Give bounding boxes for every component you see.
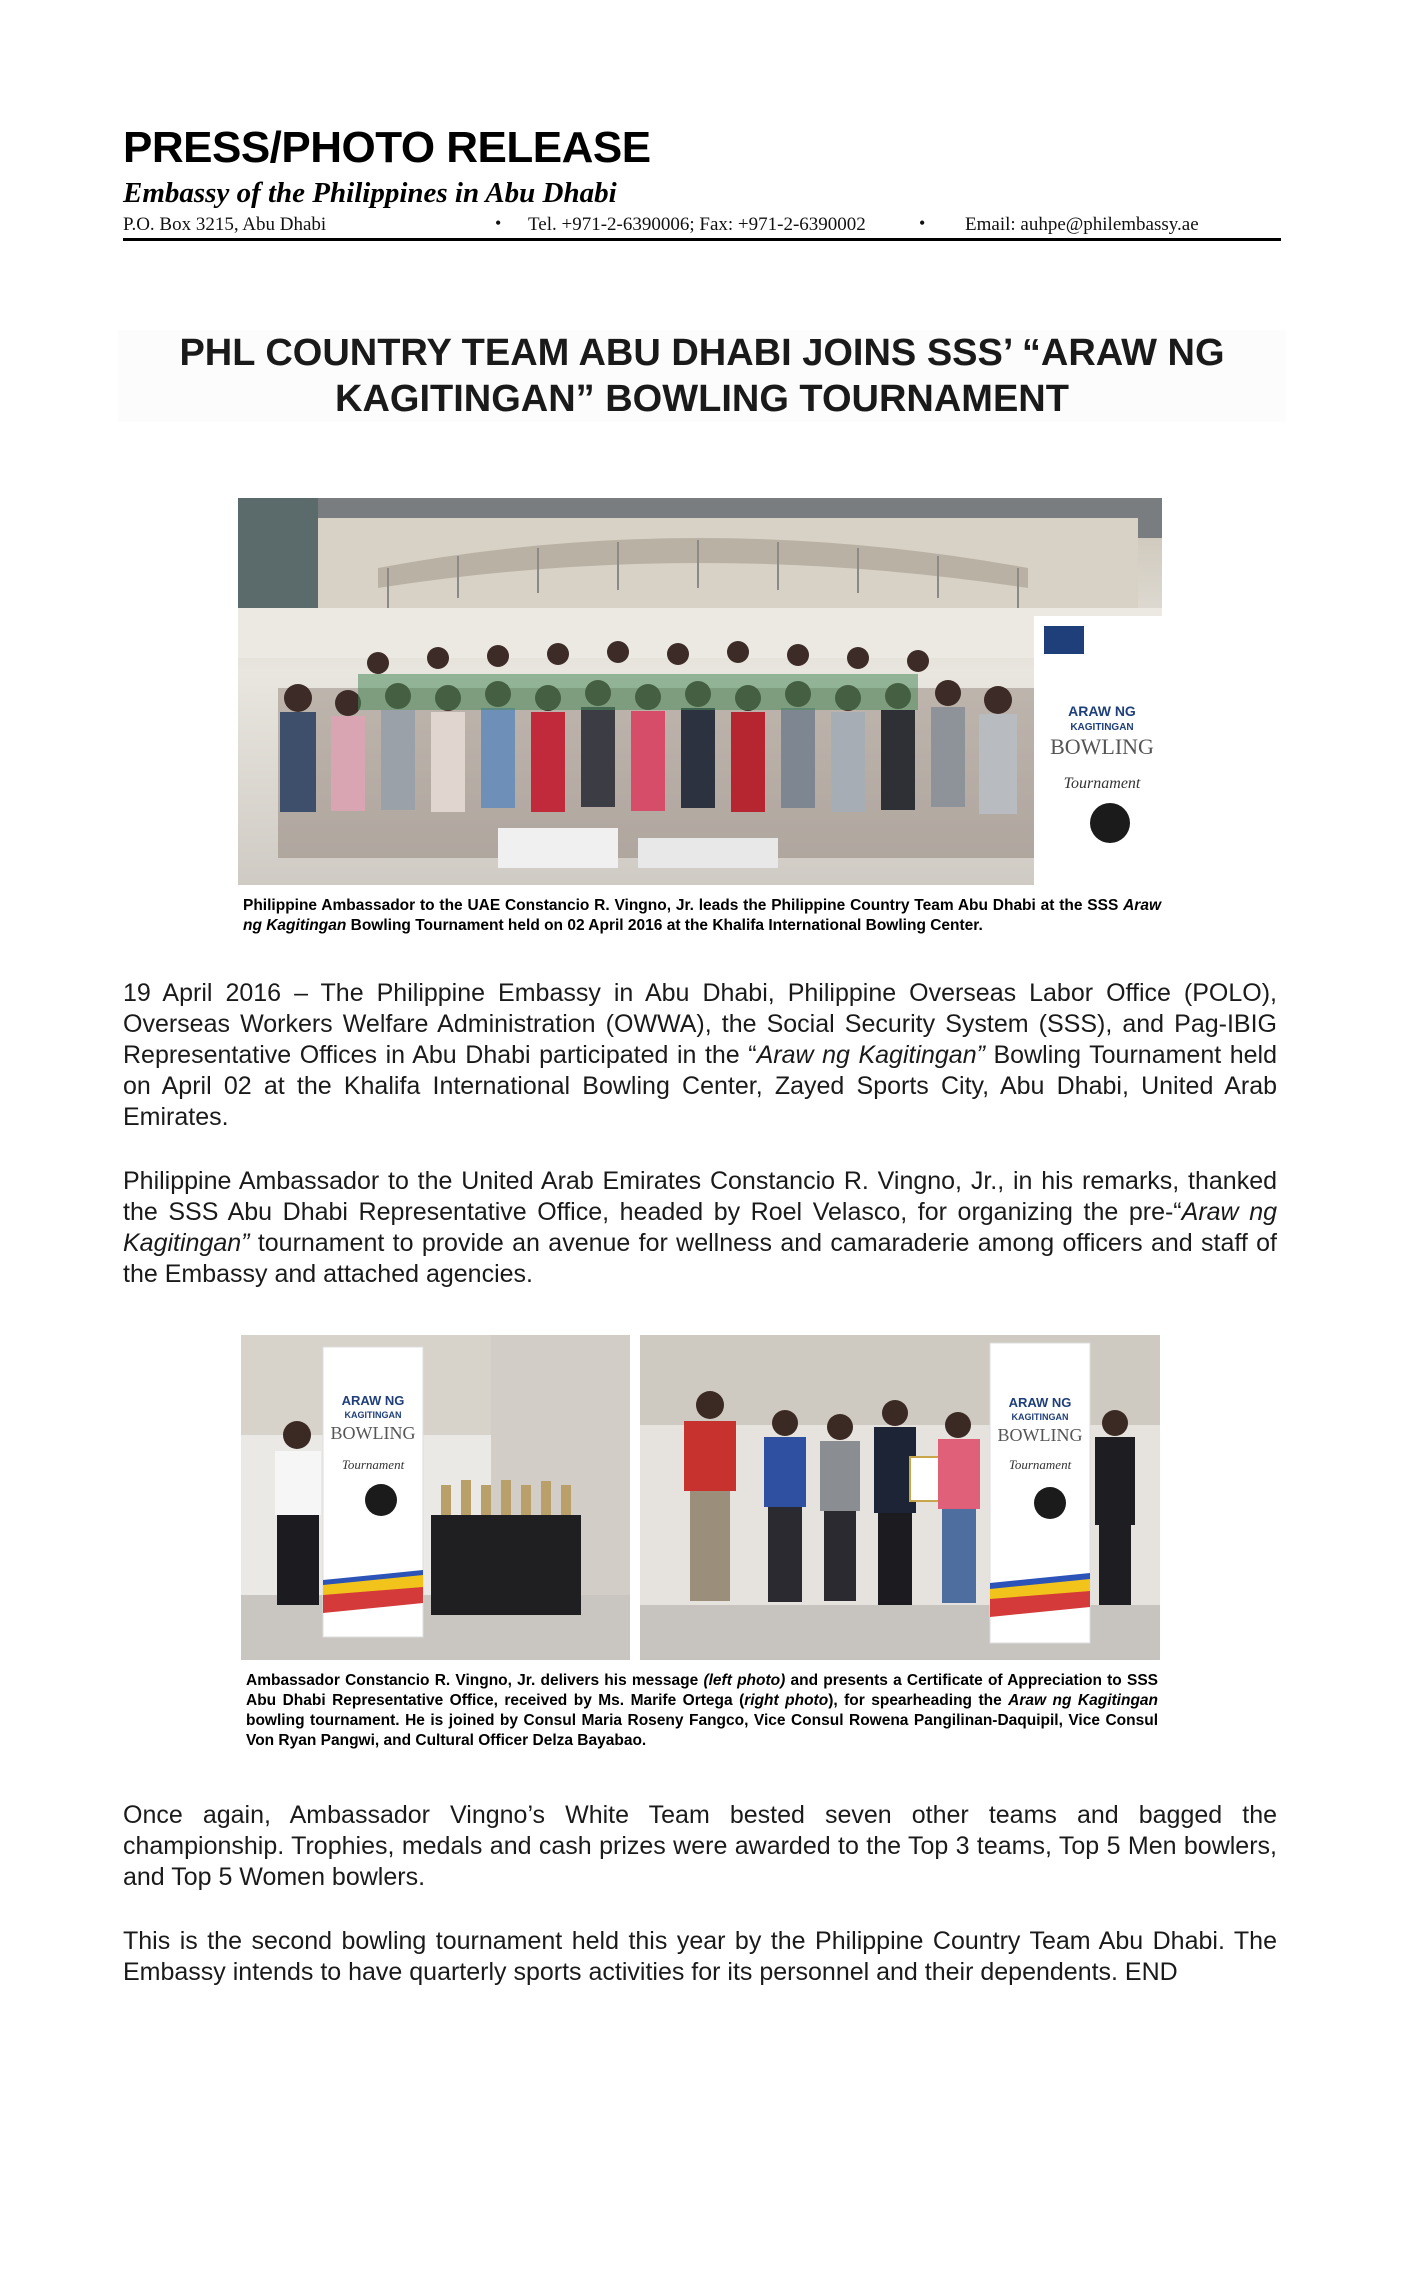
banner-kagitingan: KAGITINGAN [1070,722,1134,733]
banner-araw-ng: ARAW NG [341,1393,405,1408]
paragraph-4: This is the second bowling tournament held this year by the Philippine Country Team Abu Dhabi. The Embassy intends to have quarterly sports activities for its personnel and their dependents. END [123,1927,1277,1986]
phone-fax: Tel. +971-2-6390006; Fax: +971-2-6390002 [528,214,866,235]
contact-line [123,212,1281,241]
banner-tournament: Tournament [1063,775,1141,792]
bullet-separator: • [495,213,502,233]
embassy-name: Embassy of the Philippines in Abu Dhabi [123,177,617,209]
speech-photo [241,1335,630,1660]
banner-araw-ng: ARAW NG [1068,703,1136,719]
banner-bowling: BOWLING [330,1423,416,1443]
group-photo [238,498,1162,885]
banner-bowling: BOWLING [1050,734,1154,759]
bowling-ball-icon [365,1484,397,1516]
banner-kagitingan: KAGITINGAN [344,1410,402,1420]
banner-bowling: BOWLING [997,1425,1083,1445]
banner-tournament: Tournament [341,1457,405,1472]
photo-caption-1: Philippine Ambassador to the UAE Constancio R. Vingno, Jr. leads the Philippine Country Team Abu Dhabi at the SSS Araw ng Kagitingan Bowling Tournament held on 02 April 2016 at the Khalifa International Bowling Center. [243,897,1161,934]
certificate-photo [640,1335,1160,1660]
address: P.O. Box 3215, Abu Dhabi [123,214,327,235]
banner-kagitingan: KAGITINGAN [1011,1412,1069,1422]
headline-line-1: PHL COUNTRY TEAM ABU DHABI JOINS SSS’ “ARAW NG [179,332,1225,374]
paragraph-1: 19 April 2016 – The Philippine Embassy in Abu Dhabi, Philippine Overseas Labor Office (POLO), Overseas Workers Welfare Administration (OWWA), the Social Security System (SSS), and Pag-IBIG Representative Offices in Abu Dhabi participated in the “Araw ng Kagitingan” Bowling Tournament held on April 02 at the Khalifa International Bowling Center, Zayed Sports City, Abu Dhabi, United Arab Emirates. [123,979,1277,1131]
photo-caption-2: Ambassador Constancio R. Vingno, Jr. delivers his message (left photo) and presents a Certificate of Appreciation to SSS Abu Dhabi Representative Office, received by Ms. Marife Ortega (right photo), for spearheading the Araw ng Kagitingan bowling tournament. He is joined by Consul Maria Roseny Fangco, Vice Consul Rowena Pangilinan-Daquipil, Vice Consul Von Ryan Pangwi, and Cultural Officer Delza Bayabao. [246,1672,1159,1749]
certificate [910,1457,942,1501]
bowling-ball-icon [1090,803,1130,843]
banner-tournament: Tournament [1008,1457,1072,1472]
paragraph-3: Once again, Ambassador Vingno’s White Team bested seven other teams and bagged the championship. Trophies, medals and cash prizes were awarded to the Top 3 teams, Top 5 Men bowlers, and Top 5 Women bowlers. [123,1801,1277,1891]
headline [118,330,1286,422]
bowling-ball-icon [1034,1487,1066,1519]
headline-line-2: KAGITINGAN” BOWLING TOURNAMENT [335,378,1069,420]
release-title: PRESS/PHOTO RELEASE [123,123,651,172]
banner-araw-ng: ARAW NG [1008,1395,1072,1410]
paragraph-2: Philippine Ambassador to the United Arab Emirates Constancio R. Vingno, Jr., in his remarks, thanked the SSS Abu Dhabi Representative Office, headed by Roel Velasco, for organizing the pre-“Araw ng Kagitingan” tournament to provide an avenue for wellness and camaraderie among officers and staff of the Embassy and attached agencies. [123,1167,1277,1288]
bullet-separator: • [919,213,926,233]
email: Email: auhpe@philembassy.ae [965,214,1199,235]
letterhead [123,122,1281,241]
